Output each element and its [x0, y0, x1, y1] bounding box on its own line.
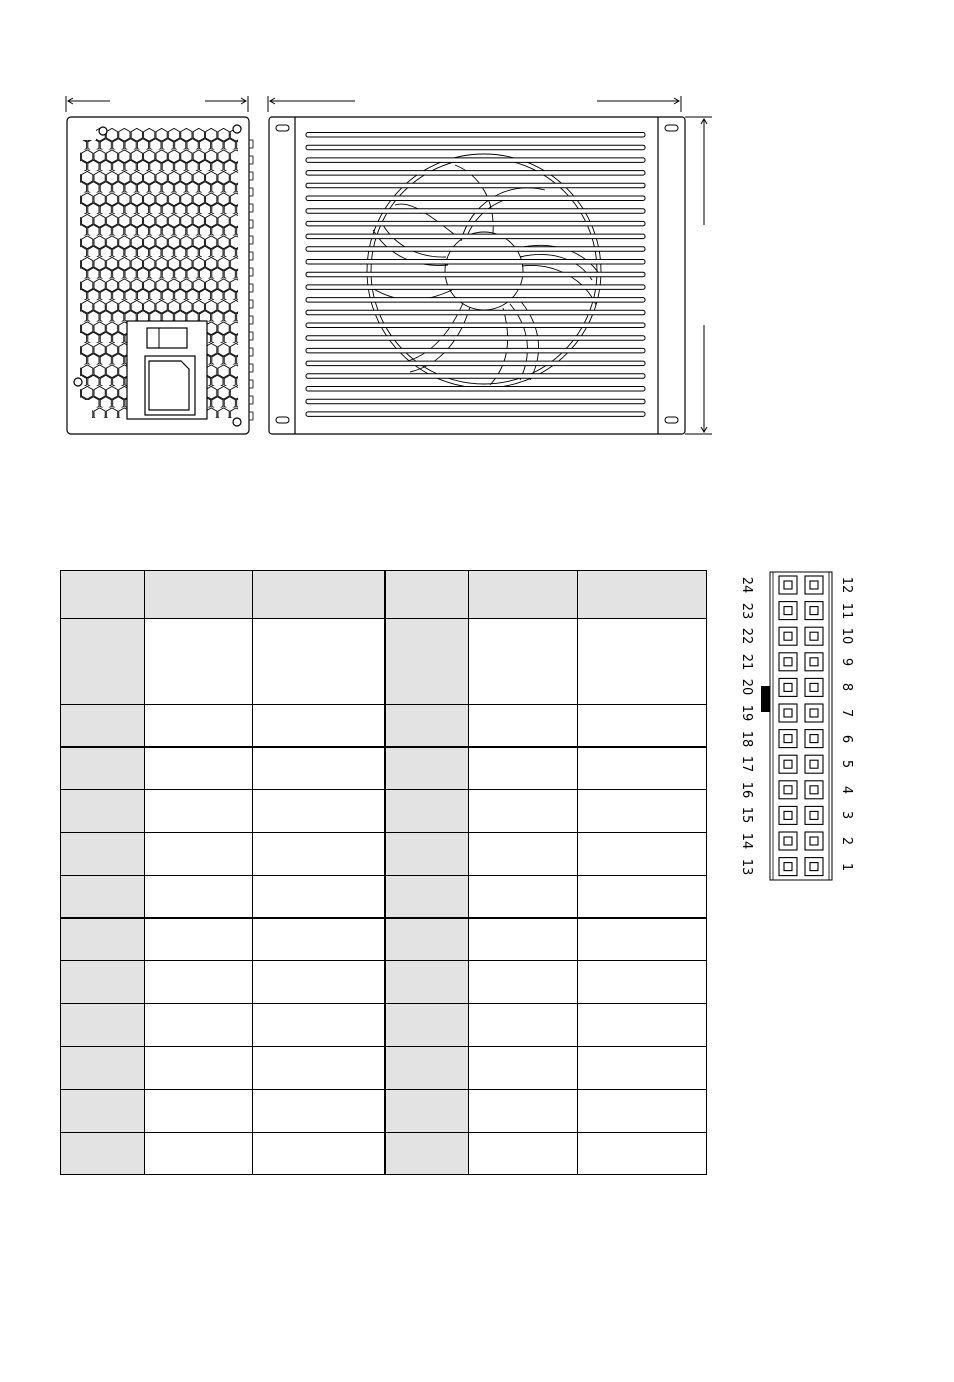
pin-number-label: 13: [739, 858, 754, 875]
connector-pin-contact: [810, 863, 818, 871]
pin-number-label: 5: [839, 760, 854, 769]
table-cell: [469, 1047, 578, 1090]
table-cell: [469, 747, 578, 790]
connector-pin-contact: [810, 735, 818, 743]
table-cell: [469, 961, 578, 1004]
table-cell: [145, 833, 253, 876]
table-cell: [469, 1133, 578, 1175]
connector-pin-contact: [784, 709, 792, 717]
pin-number-label: 20: [739, 679, 754, 696]
table-cell: [385, 1090, 469, 1133]
table-cell: [145, 1133, 253, 1175]
table-cell: [253, 833, 385, 876]
ac-inlet-icon: [145, 356, 195, 415]
table-cell: [469, 571, 578, 619]
table-cell: [253, 1133, 385, 1175]
table-cell: [385, 876, 469, 918]
pin-number-label: 6: [839, 734, 854, 743]
table-cell: [385, 571, 469, 619]
table-cell: [385, 1004, 469, 1047]
table-cell: [469, 833, 578, 876]
table-cell: [61, 1047, 145, 1090]
fan-grille: [306, 133, 645, 417]
table-cell: [145, 961, 253, 1004]
table-cell: [145, 619, 253, 705]
pin-number-label: 14: [739, 832, 754, 850]
pin-number-label: 8: [839, 683, 854, 692]
table-cell: [253, 1090, 385, 1133]
connector-pin-contact: [784, 632, 792, 640]
table-cell: [253, 918, 385, 961]
table-cell: [385, 790, 469, 833]
table-cell: [145, 1047, 253, 1090]
table-cell: [578, 833, 707, 876]
pin-number-label: 12: [839, 576, 854, 594]
table-cell: [145, 790, 253, 833]
power-switch-icon: [147, 328, 187, 348]
connector-pin-contact: [784, 658, 792, 666]
table-cell: [61, 790, 145, 833]
table-cell: [253, 1047, 385, 1090]
table-cell: [578, 1133, 707, 1175]
table-cell: [578, 1047, 707, 1090]
table-cell: [578, 1004, 707, 1047]
table-cell: [385, 1047, 469, 1090]
table-cell: [578, 747, 707, 790]
pin-number-label: 7: [839, 708, 854, 718]
connector-pin-contact: [810, 760, 818, 768]
connector-pin-contact: [784, 760, 792, 768]
table-cell: [61, 747, 145, 790]
connector-pin-contact: [810, 786, 818, 794]
table-cell: [469, 918, 578, 961]
side-length-dimension: [268, 96, 681, 112]
table-cell: [385, 1133, 469, 1175]
screw-hole-icon: [99, 127, 107, 135]
pin-number-label: 19: [739, 704, 754, 722]
table-cell: [253, 705, 385, 747]
connector-pin-contact: [810, 811, 818, 819]
table-cell: [578, 961, 707, 1004]
pin-number-label: 15: [739, 807, 754, 824]
table-cell: [61, 571, 145, 619]
table-cell: [578, 1090, 707, 1133]
table-cell: [61, 961, 145, 1004]
connector-pin-contact: [810, 632, 818, 640]
table-header-row: [61, 571, 707, 619]
pin-number-label: 2: [839, 836, 854, 846]
table-cell: [145, 1004, 253, 1047]
table-cell: [61, 918, 145, 961]
table-cell: [61, 1004, 145, 1047]
table-cell: [469, 876, 578, 918]
connector-pin-contact: [784, 683, 792, 691]
pin-number-label: 22: [739, 627, 754, 645]
pin-assignment-table: [60, 570, 707, 1175]
table-cell: [578, 571, 707, 619]
connector-pin-contact: [810, 581, 818, 589]
pin-number-label: 23: [739, 602, 754, 619]
table-cell: [385, 747, 469, 790]
table-cell: [253, 571, 385, 619]
table-cell: [469, 619, 578, 705]
connector-pin-contact: [784, 786, 792, 794]
table-cell: [385, 833, 469, 876]
table-cell: [61, 619, 145, 705]
pin-number-label: 17: [739, 755, 754, 773]
pin-number-label: 10: [839, 627, 854, 645]
connector-pin-contact: [784, 607, 792, 615]
table-cell: [61, 876, 145, 918]
table-cell: [385, 961, 469, 1004]
psu-side-panel: [269, 117, 685, 434]
table-cell: [253, 747, 385, 790]
table-cell: [253, 1004, 385, 1047]
table-cell: [145, 571, 253, 619]
table-cell: [253, 876, 385, 918]
table-row: [61, 833, 707, 876]
pin-number-label: 18: [739, 730, 754, 747]
table-cell: [578, 790, 707, 833]
atx-24pin-connector: [735, 570, 865, 882]
table-row: [61, 876, 707, 918]
connector-pin-contact: [810, 658, 818, 666]
pin-number-label: 16: [739, 781, 754, 799]
psu-rear-panel: [67, 117, 253, 434]
table-cell: [469, 1090, 578, 1133]
table-cell: [469, 790, 578, 833]
connector-pin-contact: [810, 607, 818, 615]
table-cell: [145, 705, 253, 747]
psu-drawing: [0, 0, 954, 470]
height-dimension: [685, 117, 712, 434]
pin-number-label: 9: [839, 657, 854, 666]
table-cell: [61, 833, 145, 876]
table-cell: [578, 619, 707, 705]
table-cell: [253, 619, 385, 705]
table-row: [61, 1133, 707, 1175]
table-cell: [61, 1133, 145, 1175]
connector-pin-contact: [784, 811, 792, 819]
table-row: [61, 1090, 707, 1133]
table-cell: [578, 918, 707, 961]
pin-number-label: 4: [839, 785, 854, 794]
table-cell: [145, 876, 253, 918]
pin-number-label: 11: [839, 602, 854, 619]
connector-pin-contact: [784, 837, 792, 845]
table-row: [61, 790, 707, 833]
connector-pin-contact: [810, 709, 818, 717]
table-row: [61, 1004, 707, 1047]
pin-number-label: 24: [739, 576, 754, 594]
table-cell: [385, 619, 469, 705]
table-cell: [253, 790, 385, 833]
pin-number-label: 21: [739, 653, 754, 671]
table-row: [61, 747, 707, 790]
connector-pin-contact: [784, 735, 792, 743]
table-row: [61, 918, 707, 961]
table-cell: [61, 705, 145, 747]
pin-number-label: 1: [839, 862, 854, 871]
table-row: [61, 619, 707, 705]
table-cell: [469, 1004, 578, 1047]
table-cell: [145, 918, 253, 961]
table-cell: [385, 705, 469, 747]
screw-hole-icon: [233, 418, 241, 426]
connector-latch-icon: [761, 686, 770, 712]
table-cell: [578, 876, 707, 918]
connector-pin-contact: [810, 683, 818, 691]
connector-pin-contact: [810, 837, 818, 845]
table-row: [61, 1047, 707, 1090]
table-row: [61, 705, 707, 747]
table-cell: [61, 1090, 145, 1133]
table-row: [61, 961, 707, 1004]
screw-hole-icon: [233, 125, 241, 133]
rear-width-dimension: [66, 96, 248, 112]
connector-pin-contact: [784, 863, 792, 871]
connector-pin-contact: [784, 581, 792, 589]
screw-hole-icon: [74, 378, 82, 386]
table-cell: [253, 961, 385, 1004]
table-cell: [578, 705, 707, 747]
table-cell: [145, 1090, 253, 1133]
table-cell: [469, 705, 578, 747]
table-cell: [145, 747, 253, 790]
pin-number-label: 3: [839, 811, 854, 820]
table-cell: [385, 918, 469, 961]
